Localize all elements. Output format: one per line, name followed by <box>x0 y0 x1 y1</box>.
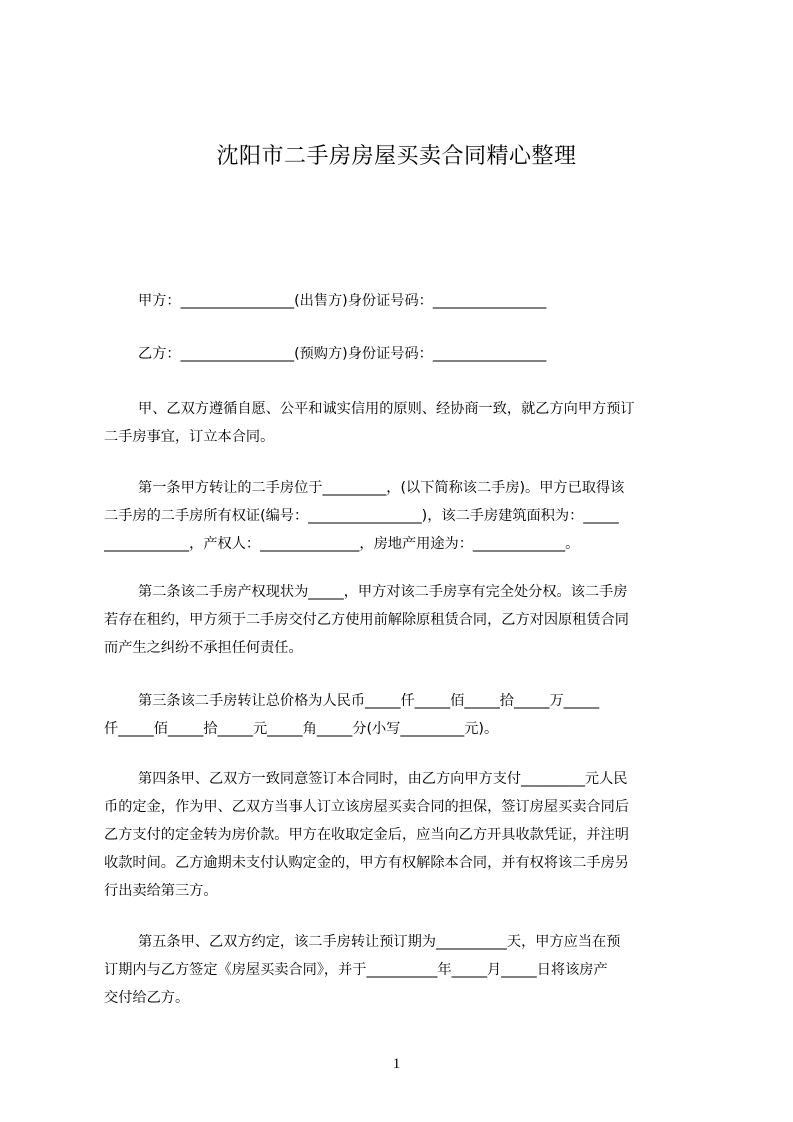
page-number: 1 <box>392 1056 401 1072</box>
article-4-line-4: 收款时间。乙方逾期未支付认购定金的，甲方有权解除本合同，并有权将该二手房另 <box>104 855 629 871</box>
article-4-line-1: 第四条甲、乙双方一致同意签订本合同时，由乙方向甲方支付_________元人民 <box>138 771 628 787</box>
party-a-text: 甲方：________________(出售方)身份证号码：________________ <box>138 293 547 309</box>
article-1-line-3: ____________，产权人：______________，房地产用途为：_____________。 <box>104 536 580 552</box>
article-5-paragraph <box>104 928 700 1012</box>
article-4-paragraph <box>104 765 700 905</box>
article-3-line-1: 第三条该二手房转让总价格为人民币_____仟_____佰_____拾_____万_____ <box>138 693 600 709</box>
article-1-line-1: 第一条甲方转让的二手房位于_________，(以下简称该二手房)。甲方已取得该 <box>138 480 625 496</box>
preamble-line-1: 甲、乙双方遵循自愿、公平和诚实信用的原则、经协商一致，就乙方向甲方预订 <box>138 401 635 417</box>
article-1-line-2: 二手房的二手房所有权证(编号：________________)，该二手房建筑面积为：_____ <box>104 508 619 524</box>
article-5-line-3: 交付给乙方。 <box>104 990 190 1006</box>
article-5-line-2: 订期内与乙方签定《房屋买卖合同》，并于__________年_____月_____日将该房产 <box>104 962 608 978</box>
preamble-paragraph <box>104 395 700 451</box>
party-b-line <box>104 340 700 368</box>
article-2-paragraph <box>104 578 700 662</box>
article-4-line-3: 乙方支付的定金转为房价款。甲方在收取定金后，应当向乙方开具收款凭证，并注明 <box>104 827 629 843</box>
article-3-paragraph <box>104 687 700 743</box>
party-b-text: 乙方：________________(预购方)身份证号码：________________ <box>138 346 547 362</box>
article-1-paragraph <box>104 474 700 558</box>
article-2-line-3: 而产生之纠纷不承担任何责任。 <box>104 640 303 656</box>
article-4-line-2: 币的定金，作为甲、乙双方当事人订立该房屋买卖合同的担保，签订房屋买卖合同后 <box>104 799 629 815</box>
article-2-line-2: 若存在租约，甲方须于二手房交付乙方使用前解除原租赁合同，乙方对因原租赁合同 <box>104 612 629 628</box>
document-title: 沈阳市二手房房屋买卖合同精心整理 <box>216 144 577 169</box>
party-a-line <box>104 287 700 315</box>
preamble-line-2: 二手房事宜，订立本合同。 <box>104 429 275 445</box>
article-4-line-5: 行出卖给第三方。 <box>104 883 218 899</box>
article-5-line-1: 第五条甲、乙双方约定，该二手房转让预订期为__________天，甲方应当在预 <box>138 934 621 950</box>
article-2-line-1: 第二条该二手房产权现状为_____，甲方对该二手房享有完全处分权。该二手房 <box>138 584 628 600</box>
article-3-line-2: 仟_____佰_____拾_____元_____角_____分(小写_________元)。 <box>104 721 499 737</box>
